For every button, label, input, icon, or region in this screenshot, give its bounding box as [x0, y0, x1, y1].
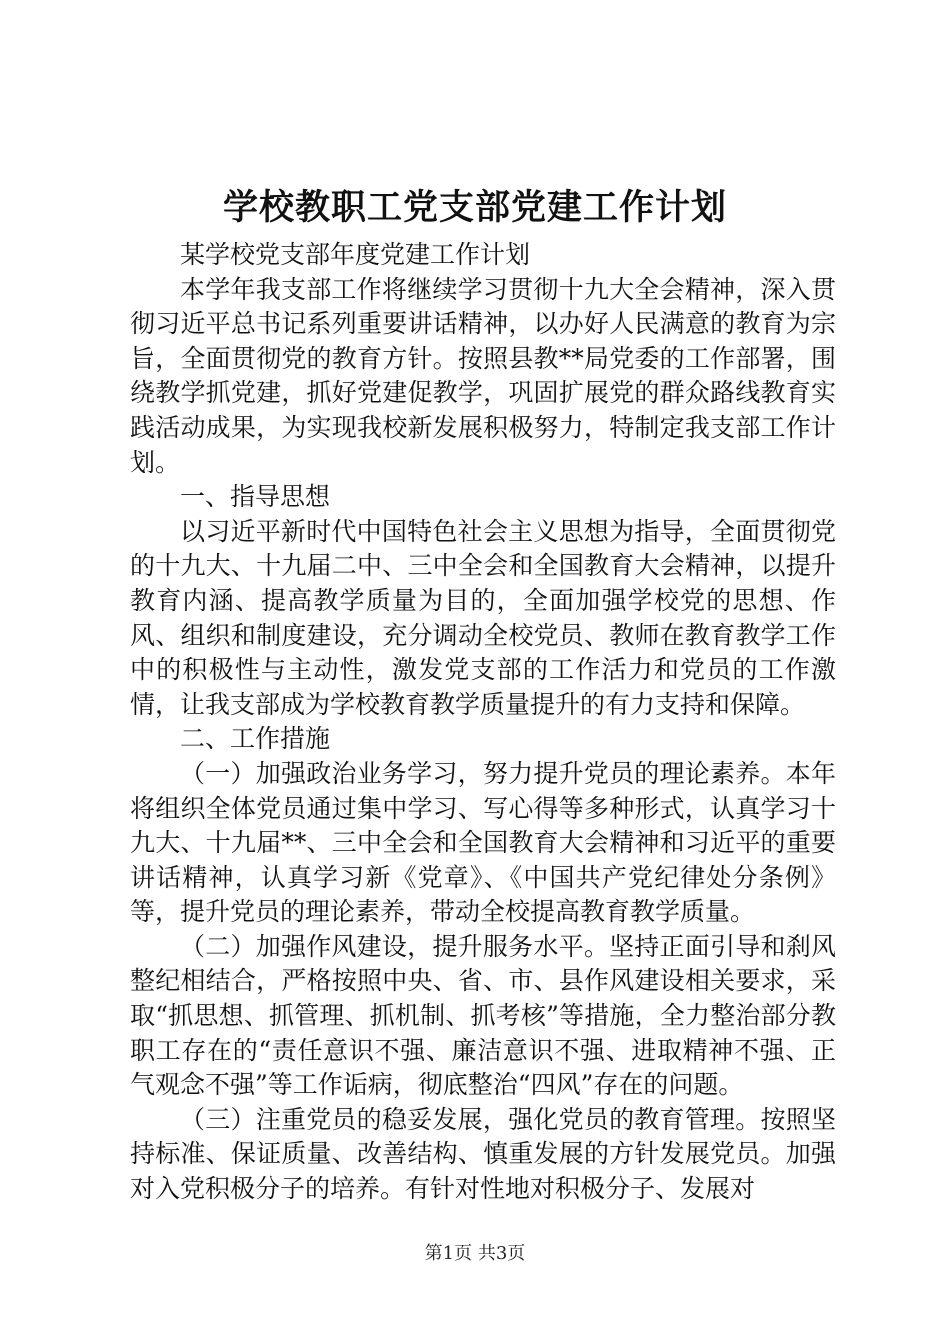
page-number-footer: 第1页 共3页: [424, 1243, 526, 1264]
paragraph-guiding-thought: 以习近平新时代中国特色社会主义思想为指导，全面贯彻党的十九大、十九届二中、三中全会和全国教育大会精神，以提升教育内涵、提高教学质量为目的，全面加强学校党的思想、作风、组织和制度建设，充分调动全校党员、教师在教育教学工作中的积极性与主动性，激发党支部的工作活力和党员的工作激情，让我支部成为学校教育教学质量提升的有力支持和保障。: [130, 516, 836, 719]
paragraph-subtitle: 某学校党支部年度党建工作计划: [180, 240, 531, 269]
section-heading-guiding-thought: 一、指导思想: [180, 482, 331, 512]
paragraph-measure-1: （一）加强政治业务学习，努力提升党员的理论素养。本年将组织全体党员通过集中学习、写心得等多种形式，认真学习十九大、十九届**、三中全会和全国教育大会精神和习近平的重要讲话精神，认真学习新《党章》、《中国共产党纪律处分条例》等，提升党员的理论素养，带动全校提高教育教学质量。: [130, 758, 836, 927]
paragraph-measure-3: （三）注重党员的稳妥发展，强化党员的教育管理。按照坚持标准、保证质量、改善结构、慎重发展的方针发展党员。加强对入党积极分子的培养。有针对性地对积极分子、发展对: [130, 1104, 836, 1204]
paragraph-measure-2: （二）加强作风建设，提升服务水平。坚持正面引导和刹风整纪相结合，严格按照中央、省、市、县作风建设相关要求，采取“抓思想、抓管理、抓机制、抓考核”等措施，全力整治部分教职工存在的“责任意识不强、廉洁意识不强、进取精神不强、正气观念不强”等工作诟病，彻底整治“四风”存在的问题。: [130, 931, 836, 1100]
document-body: [130, 238, 836, 1207]
section-heading-work-measures: 二、工作措施: [180, 724, 331, 754]
document-title: 学校教职工党支部党建工作计划: [222, 187, 727, 228]
paragraph-intro: 本学年我支部工作将继续学习贯彻十九大全会精神，深入贯彻习近平总书记系列重要讲话精神，以办好人民满意的教育为宗旨，全面贯彻党的教育方针。按照县教**局党委的工作部署，围绕教学抓党建，抓好党建促教学，巩固扩展党的群众路线教育实践活动成果，为实现我校新发展积极努力，特制定我支部工作计划。: [130, 274, 836, 477]
